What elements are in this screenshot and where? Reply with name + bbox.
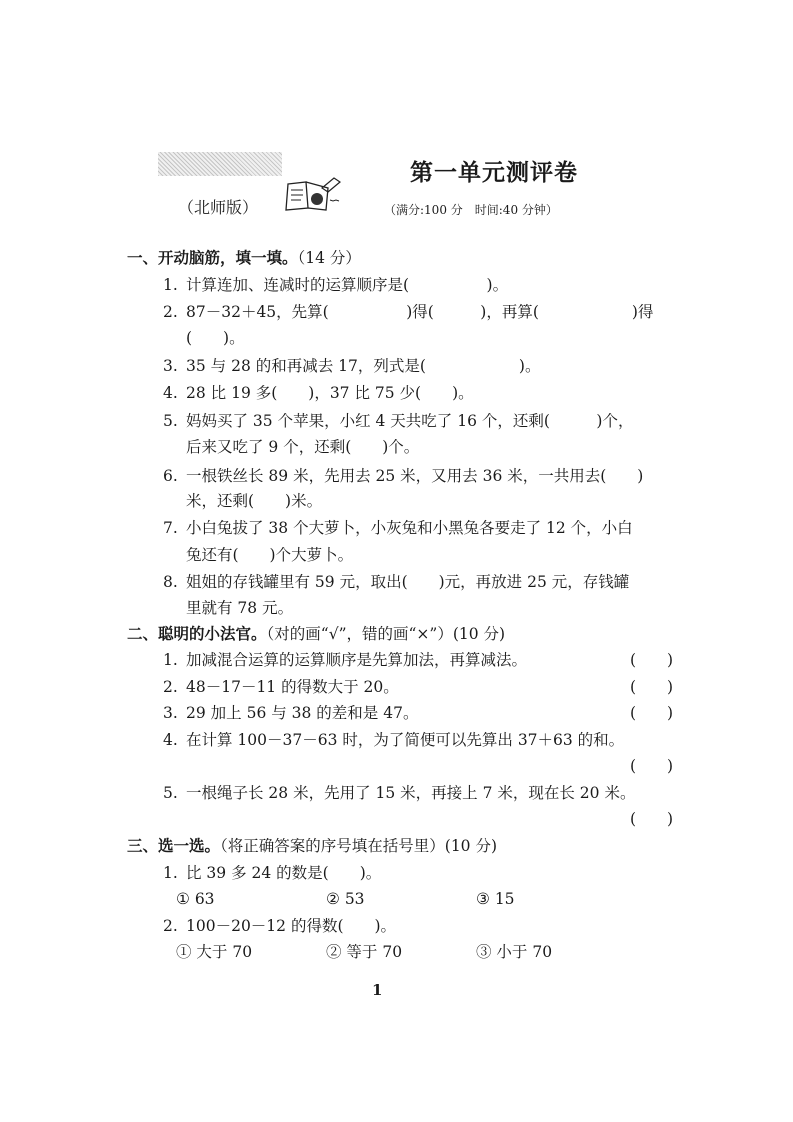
item-number: 2. [163, 678, 178, 696]
item-text: 一根绳子长 28 米，先用了 15 米，再接上 7 米，现在长 20 米。 [186, 784, 636, 802]
item-number: 3. [163, 704, 178, 722]
item-text: 87－32＋45，先算( )得( )，再算( )得 [186, 303, 654, 321]
section-title: 二、聪明的小法官。 [127, 625, 267, 643]
item-text: 小白兔拔了 38 个大萝卜，小灰兔和小黑兔各要走了 12 个，小白 [186, 519, 633, 537]
item-text: 在计算 100－37－63 时，为了简便可以先算出 37＋63 的和。 [186, 731, 625, 749]
option-1[interactable]: ① 63 [176, 890, 215, 908]
item-number: 1. [163, 276, 178, 294]
page-number: 1 [372, 981, 383, 999]
answer-bracket[interactable]: ( ) [630, 651, 674, 669]
option-row [0, 889, 515, 909]
option-3[interactable]: ③ 小于 70 [476, 943, 553, 961]
item-text: 比 39 多 24 的数是( )。 [186, 864, 382, 882]
section1-heading [127, 248, 361, 268]
item-continuation: ( )。 [186, 329, 245, 347]
section3-heading [127, 836, 497, 856]
item-number: 6. [163, 467, 178, 485]
section-title: 一、开动脑筋，填一填。 [127, 249, 298, 267]
item-number: 4. [163, 731, 178, 749]
item-continuation: 里就有 78 元。 [186, 599, 294, 617]
exam-meta: （满分:100 分 时间:40 分钟） [384, 203, 558, 217]
item-continuation: 后来又吃了 9 个，还剩( )个。 [186, 438, 420, 456]
option-3[interactable]: ③ 15 [476, 890, 515, 908]
item-text: 一根铁丝长 89 米，先用去 25 米，又用去 36 米，一共用去( ) [186, 467, 644, 485]
option-row [0, 942, 553, 962]
section2-heading [127, 624, 505, 644]
item-number: 7. [163, 519, 178, 537]
section-title: 三、选一选。 [127, 837, 221, 855]
item-number: 3. [163, 357, 178, 375]
item-number: 2. [163, 303, 178, 321]
option-1[interactable]: ① 大于 70 [176, 943, 253, 961]
item-text: 姐姐的存钱罐里有 59 元，取出( )元，再放进 25 元，存钱罐 [186, 573, 630, 591]
item-text: 计算连加、连减时的运算顺序是( )。 [186, 276, 509, 294]
header-decoration-texture [158, 152, 282, 176]
item-continuation: 兔还有( )个大萝卜。 [186, 546, 354, 564]
book-illustration-icon [284, 174, 346, 218]
item-number: 1. [163, 651, 178, 669]
item-number: 4. [163, 384, 178, 402]
section-score: （14 分） [297, 249, 361, 267]
edition-label: （北师版） [178, 198, 259, 217]
answer-bracket[interactable]: ( ) [630, 704, 674, 722]
item-text: 妈妈买了 35 个苹果，小红 4 天共吃了 16 个，还剩( )个， [186, 412, 634, 430]
item-number: 1. [163, 864, 178, 882]
item-text: 29 加上 56 与 38 的差和是 47。 [186, 704, 419, 722]
item-continuation: 米，还剩( )米。 [186, 492, 323, 510]
page-title: 第一单元测评卷 [410, 159, 578, 186]
section-score: （对的画“√”，错的画“×”）(10 分) [266, 625, 506, 643]
answer-bracket[interactable]: ( ) [630, 810, 674, 828]
item-text: 加减混合运算的运算顺序是先算加法，再算减法。 [186, 651, 528, 669]
item-number: 5. [163, 784, 178, 802]
answer-bracket[interactable]: ( ) [630, 757, 674, 775]
item-text: 28 比 19 多( )，37 比 75 少( )。 [186, 384, 474, 402]
item-number: 8. [163, 573, 178, 591]
item-text: 48－17－11 的得数大于 20。 [186, 678, 399, 696]
item-text: 100－20－12 的得数( )。 [186, 917, 397, 935]
option-2[interactable]: ② 等于 70 [326, 943, 403, 961]
answer-bracket[interactable]: ( ) [630, 678, 674, 696]
item-number: 2. [163, 917, 178, 935]
option-2[interactable]: ② 53 [326, 890, 365, 908]
section-score: （将正确答案的序号填在括号里）(10 分) [220, 837, 498, 855]
item-number: 5. [163, 412, 178, 430]
item-text: 35 与 28 的和再减去 17，列式是( )。 [186, 357, 541, 375]
